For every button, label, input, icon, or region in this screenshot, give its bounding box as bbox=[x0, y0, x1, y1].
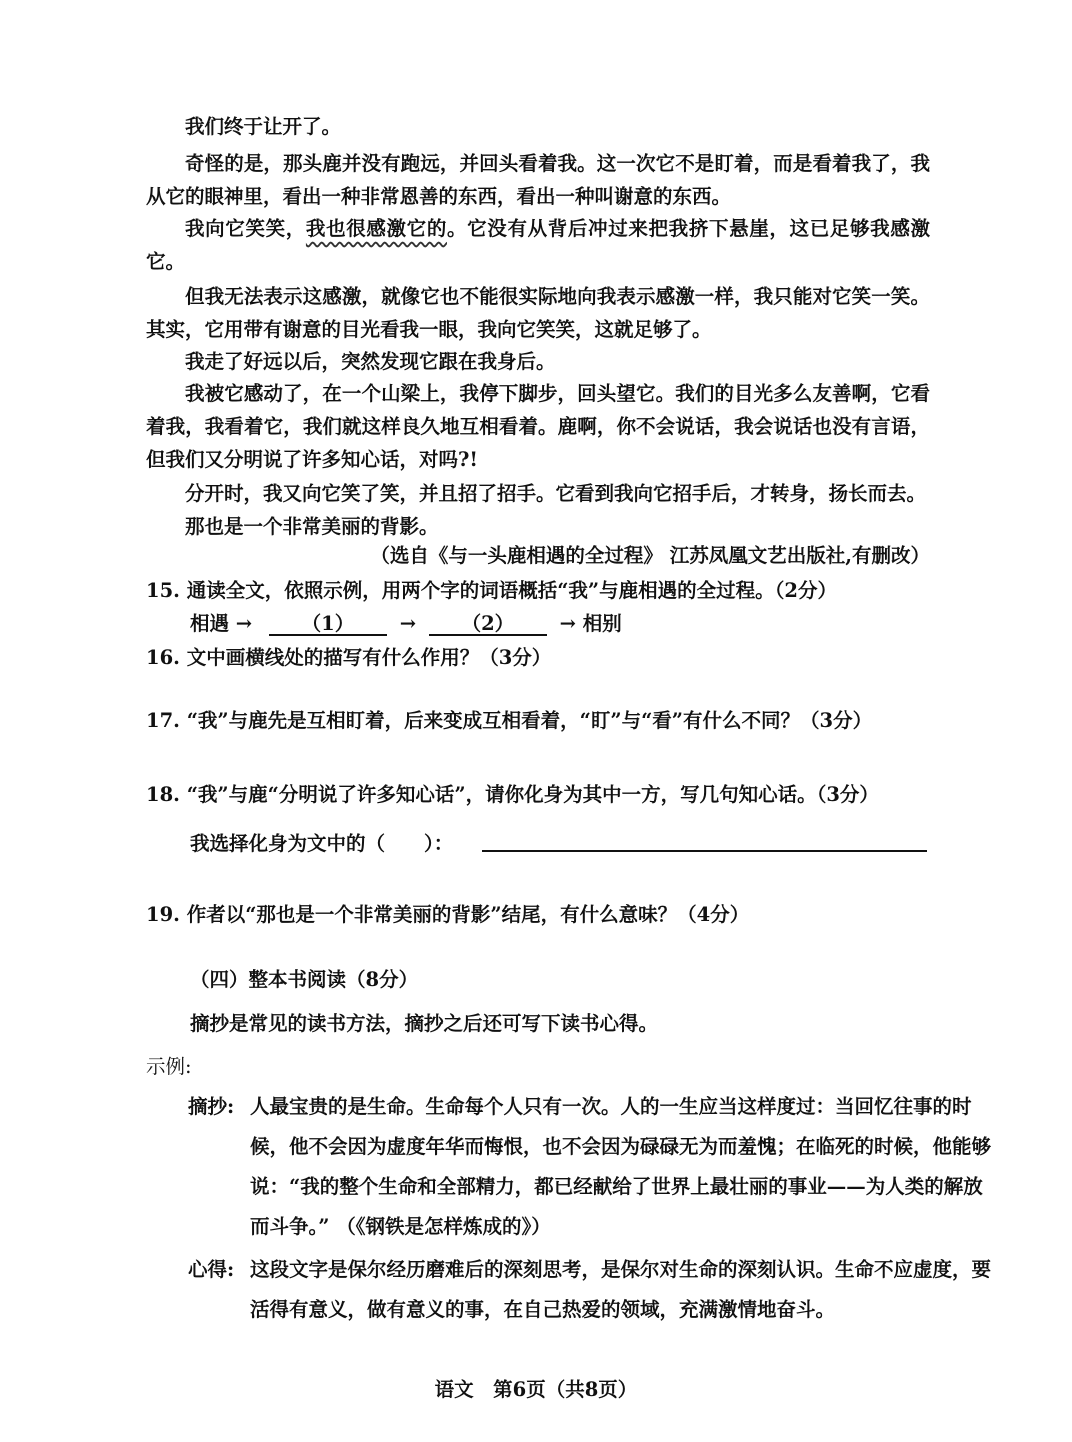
example-label: 示例: bbox=[146, 1055, 192, 1078]
story-paragraph-7: 分开时，我又向它笑了笑，并且招了招手。它看到我向它招手后，才转身，扬长而去。 bbox=[185, 482, 927, 505]
q15-answer-row bbox=[190, 614, 622, 636]
q15-blank-2[interactable]: （2） bbox=[429, 614, 547, 636]
question-17: 17. “我”与鹿先是互相盯着，后来变成互相看着，“盯”与“看”有什么不同？（3分） bbox=[146, 709, 873, 732]
reflection-block bbox=[188, 1250, 994, 1330]
question-16: 16. 文中画横线处的描写有什么作用？（3分） bbox=[146, 646, 552, 669]
q15-start-word: 相遇 → bbox=[190, 612, 253, 635]
story-paragraph-3-start: 我向它笑笑， bbox=[185, 217, 306, 240]
story-paragraph-5: 我走了好远以后，突然发现它跟在我身后。 bbox=[185, 350, 556, 373]
q15-arrow: → bbox=[399, 612, 417, 635]
q18-answer-line[interactable] bbox=[482, 850, 927, 852]
source-citation: （选自《与一头鹿相遇的全过程》 江苏凤凰文艺出版社,有删改） bbox=[370, 544, 930, 567]
question-19: 19. 作者以“那也是一个非常美丽的背影”结尾，有什么意味？（4分） bbox=[146, 903, 750, 926]
question-15: 15. 通读全文，依照示例，用两个字的词语概括“我”与鹿相遇的全过程。（2分） bbox=[146, 579, 837, 602]
q18-choose-prompt: 我选择化身为文中的（ ）： bbox=[190, 832, 454, 855]
underlined-sentence: 我也很感激它的 bbox=[305, 217, 447, 240]
q15-end-word: → 相别 bbox=[559, 612, 622, 635]
section-4-title: （四）整本书阅读（8分） bbox=[190, 968, 419, 991]
question-18: 18. “我”与鹿“分明说了许多知心话”，请你化身为其中一方，写几句知心话。（3分） bbox=[146, 783, 879, 806]
q15-blank-1[interactable]: （1） bbox=[269, 614, 387, 636]
story-paragraph-4: 但我无法表示这感激，就像它也不能很实际地向我表示感激一样，我只能对它笑一笑。其实，它用带有谢意的目光看我一眼，我向它笑笑，这就足够了。 bbox=[146, 285, 930, 341]
page-footer: 语文 第6页（共8页） bbox=[434, 1378, 638, 1401]
story-paragraph-3 bbox=[146, 212, 930, 278]
excerpt-block bbox=[188, 1087, 994, 1247]
section-4-intro: 摘抄是常见的读书方法，摘抄之后还可写下读书心得。 bbox=[190, 1012, 659, 1035]
story-paragraph-2: 奇怪的是，那头鹿并没有跑远，并回头看着我。这一次它不是盯着，而是看着我了，我从它的眼神里，看出一种非常恩善的东西，看出一种叫谢意的东西。 bbox=[146, 152, 930, 208]
reflection-text: 这段文字是保尔经历磨难后的深刻思考，是保尔对生命的深刻认识。生命不应虚度，要活得有意义，做有意义的事，在自己热爱的领域，充满激情地奋斗。 bbox=[250, 1258, 992, 1321]
story-paragraph-1: 我们终于让开了。 bbox=[185, 115, 342, 138]
story-paragraph-6: 我被它感动了，在一个山梁上，我停下脚步，回头望它。我们的目光多么友善啊，它看着我，我看着它，我们就这样良久地互相看着。鹿啊，你不会说话，我会说话也没有言语，但我们又分明说了许多知心话，对吗?! bbox=[146, 382, 930, 471]
excerpt-label: 摘抄: bbox=[188, 1095, 235, 1118]
story-paragraph-8: 那也是一个非常美丽的背影。 bbox=[185, 515, 439, 538]
reflection-label: 心得: bbox=[188, 1258, 235, 1281]
excerpt-text: 人最宝贵的是生命。生命每个人只有一次。人的一生应当这样度过：当回忆往事的时候，他不会因为虚度年华而悔恨，也不会因为碌碌无为而羞愧；在临死的时候，他能够说：“我的整个生命和全部精力，都已经献给了世界上最壮丽的事业——为人类的解放而斗争。” （《钢铁是怎样炼成的》） bbox=[250, 1095, 992, 1238]
story-paragraph-3-end: 。它没有从背后冲过来把我挤下悬崖，这已足够我感激它。 bbox=[146, 217, 930, 273]
